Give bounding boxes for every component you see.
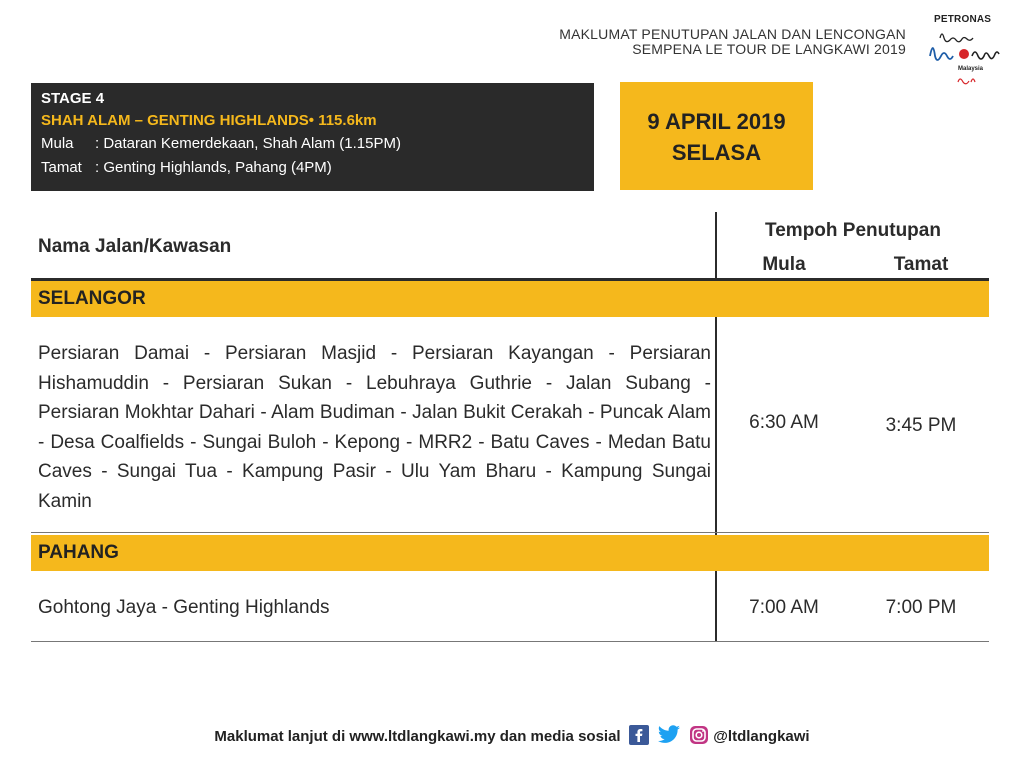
row-divider [31,532,989,533]
region-bar-pahang: PAHANG [31,535,989,571]
date-text: 9 APRIL 2019 [647,109,786,134]
stage-start-label: Mula [41,135,74,152]
end-time-pahang: 7:00 PM [885,597,957,618]
stage-label: STAGE 4 [41,90,105,107]
stage-info-box [31,83,594,191]
stage-end-label: Tamat [41,159,82,176]
header-title-line2: SEMPENA LE TOUR DE LANGKAWI 2019 [632,41,906,57]
logo-brand: PETRONAS [934,14,992,25]
column-header-end: Tamat [893,254,949,275]
end-time-selangor: 3:45 PM [885,415,957,436]
road-list-selangor: Persiaran Damai - Persiaran Masjid - Persiaran Kayangan - Persiaran Hishamuddin - Persiaran Sukan - Lebuhraya Guthrie - Jalan Subang - Persiaran Mokhtar Dahari - Alam Budiman - Jalan Bukit Cerakah - Puncak Alam - Desa Coalfields - Sungai Buloh - Kepong - MRR2 - Batu Caves - Medan Batu Caves - Sungai Tua - Kampung Pasir - Ulu Yam Bharu - Kampung Sungai Kamin [38,343,711,512]
date-box [620,82,813,190]
stage-start [41,132,584,156]
column-divider [715,212,717,642]
start-time-pahang: 7:00 AM [749,597,819,618]
facebook-icon[interactable] [629,725,649,749]
region-bar-selangor: SELANGOR [31,281,989,317]
header-title-line1: MAKLUMAT PENUTUPAN JALAN DAN LENCONGAN [559,26,906,42]
footer [0,725,1024,749]
stage-end [41,156,584,180]
stage-route: SHAH ALAM – GENTING HIGHLANDS• 115.6km [41,112,377,129]
road-list-pahang: Gohtong Jaya - Genting Highlands [38,597,330,618]
column-header-road: Nama Jalan/Kawasan [38,236,232,257]
footer-text: Maklumat lanjut di www.ltdlangkawi.my dan media sosial [214,727,621,745]
tour-logo [924,14,1010,88]
start-time-selangor: 6:30 AM [749,412,819,433]
header-title [470,27,906,57]
langkawi-wordmark-icon [924,26,1010,88]
stage-end-value: : Genting Highlands, Pahang (4PM) [95,159,332,176]
logo-country: Malaysia [958,66,984,72]
closure-table [31,212,989,642]
day-text: SELASA [671,140,762,165]
stage-start-value: : Dataran Kemerdekaan, Shah Alam (1.15PM) [95,135,401,152]
social-handle: @ltdlangkawi [713,727,810,745]
table-bottom-line [31,641,989,642]
instagram-icon[interactable] [689,725,709,749]
column-header-start: Mula [762,254,806,275]
twitter-icon[interactable] [657,725,681,749]
column-header-period: Tempoh Penutupan [765,220,941,241]
